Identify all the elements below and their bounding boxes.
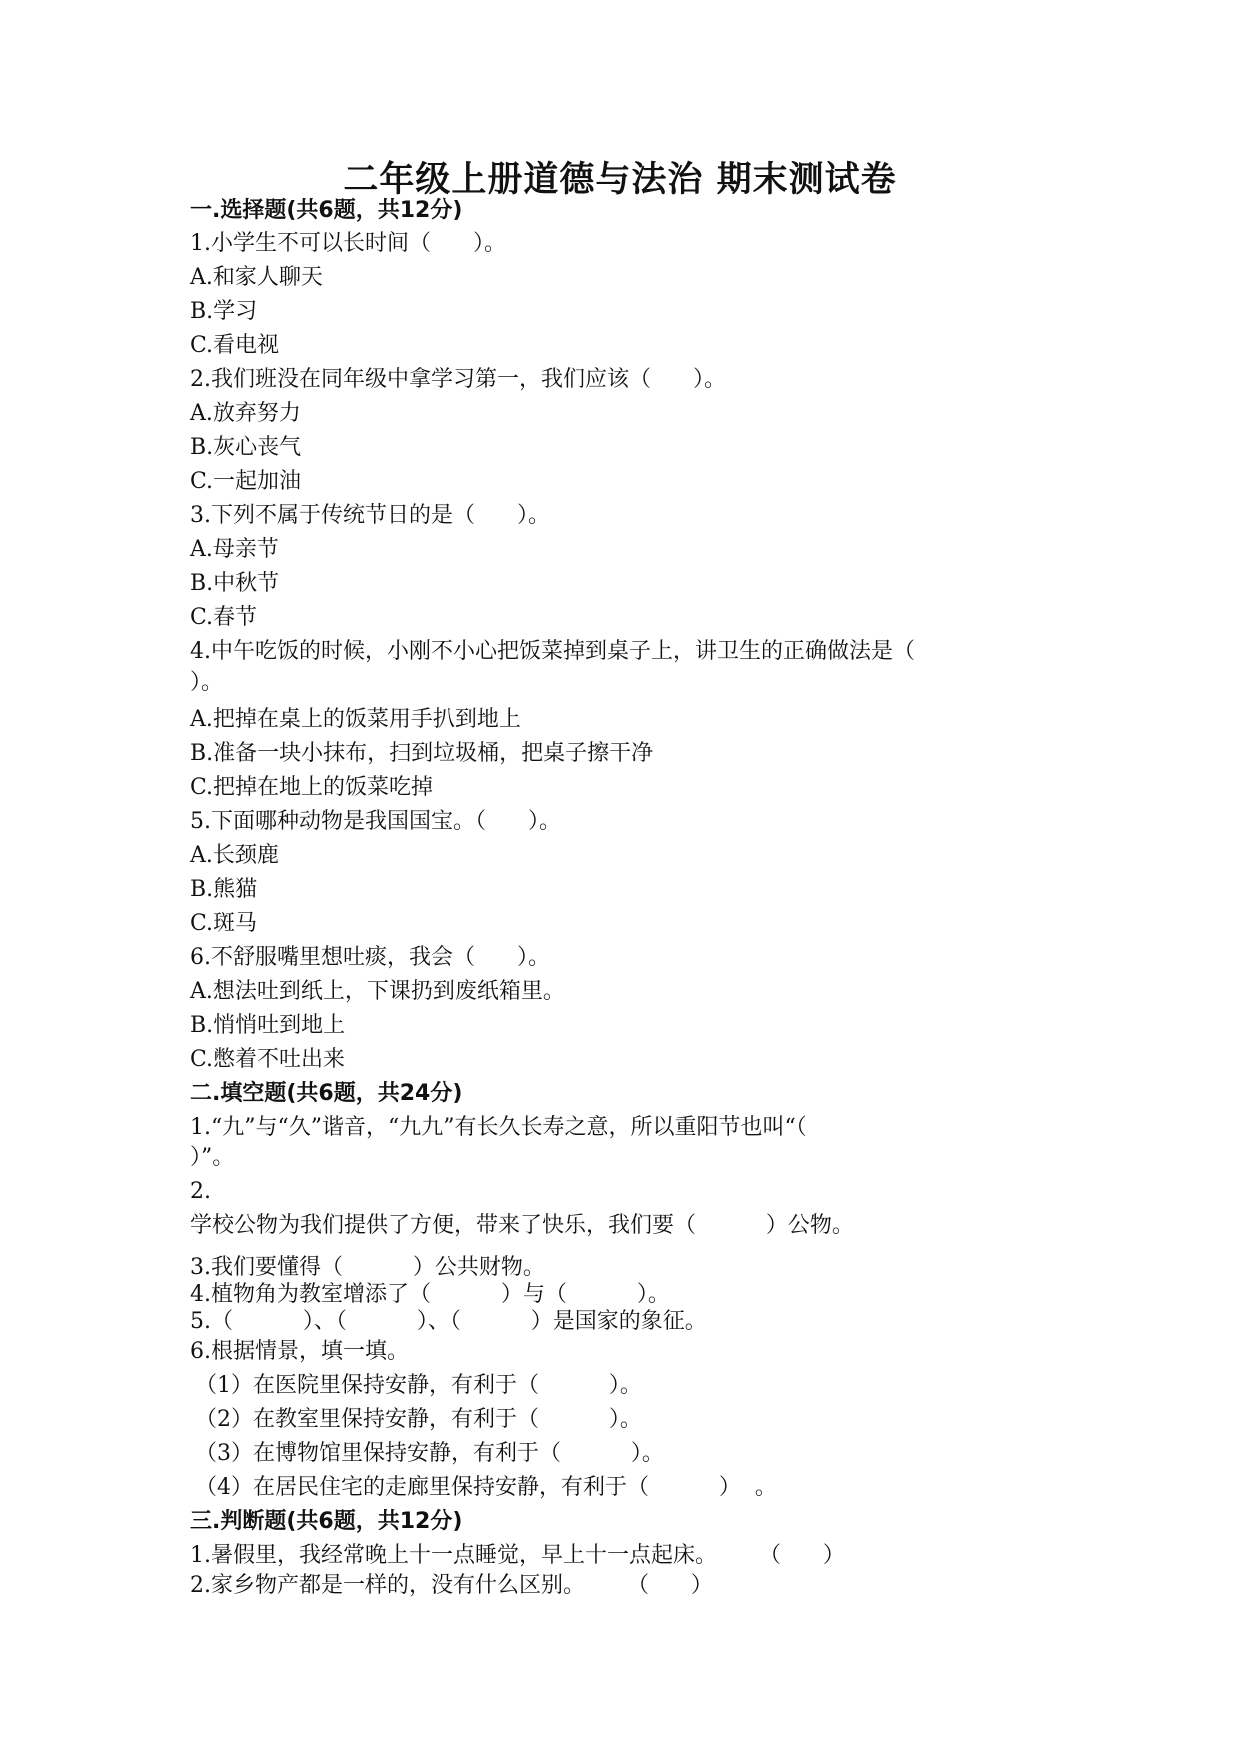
question-text: 3.下列不属于传统节日的是（ ）。 (190, 503, 550, 528)
sub-question-text: （1）在医院里保持安静，有利于（ ）。 (195, 1373, 642, 1398)
question-text: 5.（ ）、（ ）、（ ）是国家的象征。 (190, 1309, 707, 1334)
question-text: 4.中午吃饭的时候，小刚不小心把饭菜掉到桌子上，讲卫生的正确做法是（ (190, 639, 915, 664)
option-text: B.学习 (190, 299, 258, 324)
question-text: 1.“九”与“久”谐音，“九九”有长久长寿之意，所以重阳节也叫“（ (190, 1115, 807, 1140)
option-text: C.一起加油 (190, 469, 302, 494)
question-text: 2.我们班没在同年级中拿学习第一，我们应该（ ）。 (190, 367, 726, 392)
section-heading-choice: 一.选择题(共6题，共12分) (190, 198, 463, 223)
option-text: A.放弃努力 (190, 401, 301, 426)
question-number: 2. (190, 1179, 211, 1204)
question-text: 4.植物角为教室增添了（ ）与（ ）。 (190, 1282, 670, 1307)
option-text: C.看电视 (190, 333, 280, 358)
sub-question-text: （3）在博物馆里保持安静，有利于（ ）。 (195, 1441, 664, 1466)
question-text: 学校公物为我们提供了方便，带来了快乐，我们要（ ）公物。 (190, 1213, 854, 1238)
option-text: C.春节 (190, 605, 258, 630)
option-text: B.灰心丧气 (190, 435, 302, 460)
question-text: 6.根据情景，填一填。 (190, 1339, 409, 1364)
question-text-continued: ）”。 (190, 1145, 235, 1170)
option-text: C.憋着不吐出来 (190, 1047, 346, 1072)
question-text: 1.小学生不可以长时间（ ）。 (190, 231, 506, 256)
question-text: 3.我们要懂得（ ）公共财物。 (190, 1255, 545, 1280)
question-text: 6.不舒服嘴里想吐痰，我会（ ）。 (190, 945, 550, 970)
option-text: B.熊猫 (190, 877, 258, 902)
option-text: A.母亲节 (190, 537, 279, 562)
option-text: C.把掉在地上的饭菜吃掉 (190, 775, 434, 800)
sub-question-text: （2）在教室里保持安静，有利于（ ）。 (195, 1407, 642, 1432)
question-text: 2.家乡物产都是一样的，没有什么区别。 （ ） (190, 1573, 713, 1598)
option-text: B.准备一块小抹布，扫到垃圾桶，把桌子擦干净 (190, 741, 654, 766)
option-text: C.斑马 (190, 911, 258, 936)
section-heading-fill: 二.填空题(共6题，共24分) (190, 1081, 463, 1106)
option-text: A.想法吐到纸上，下课扔到废纸箱里。 (190, 979, 565, 1004)
question-text: 5.下面哪种动物是我国国宝。（ ）。 (190, 809, 561, 834)
option-text: A.和家人聊天 (190, 265, 323, 290)
question-text: 1.暑假里，我经常晚上十一点睡觉，早上十一点起床。 （ ） (190, 1543, 845, 1568)
sub-question-text: （4）在居民住宅的走廊里保持安静，有利于（ ） 。 (195, 1475, 777, 1500)
option-text: A.长颈鹿 (190, 843, 279, 868)
question-text-continued: ）。 (190, 670, 224, 695)
section-heading-judge: 三.判断题(共6题，共12分) (190, 1509, 463, 1534)
option-text: B.中秋节 (190, 571, 280, 596)
option-text: B.悄悄吐到地上 (190, 1013, 346, 1038)
page-title: 二年级上册道德与法治 期末测试卷 (343, 160, 897, 200)
option-text: A.把掉在桌上的饭菜用手扒到地上 (190, 707, 521, 732)
